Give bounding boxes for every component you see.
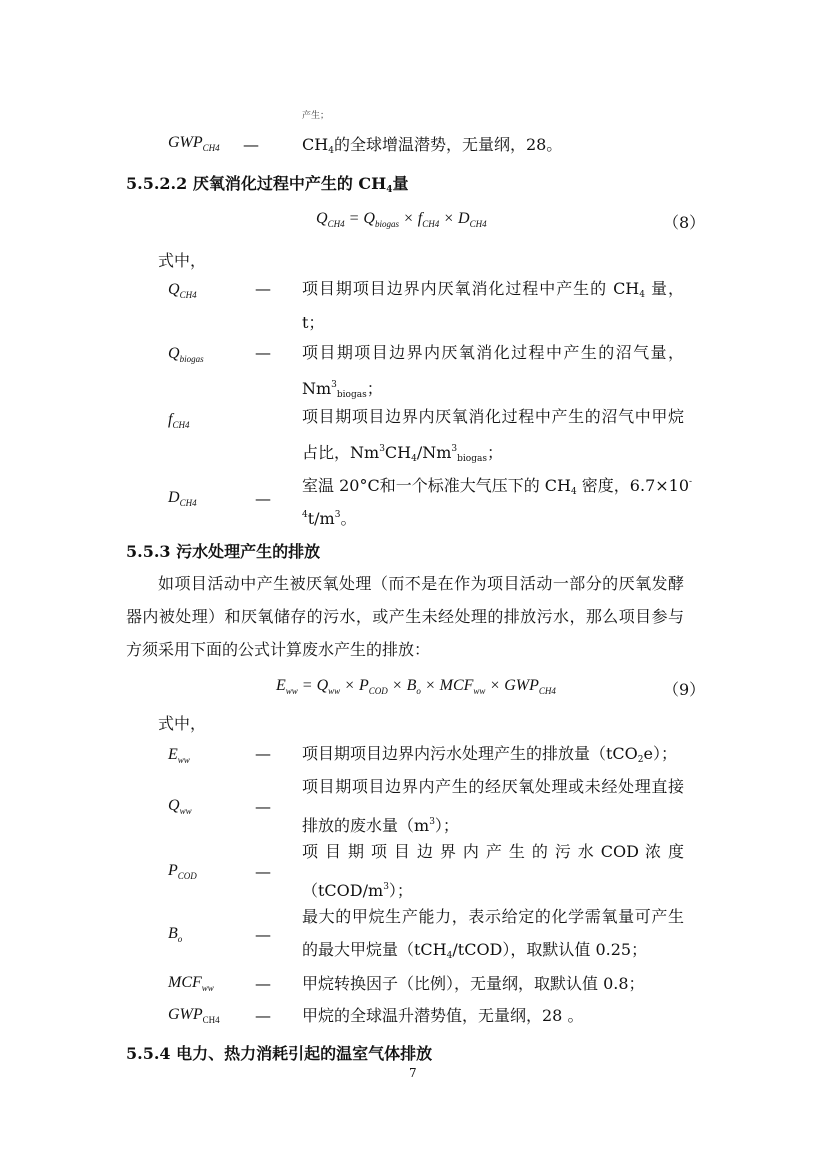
equation-9-number: （9） — [663, 680, 706, 699]
var-q-ch4-desc-1: 项目期项目边界内厌氧消化过程中产生的 $CH_4$ 量， — [302, 279, 684, 300]
var-e-ww-dash: — — [255, 744, 271, 763]
section-553-heading: 5.5.3 污水处理产生的排放 — [126, 542, 321, 561]
var-p-cod-desc-1: 项 目 期 项 目 边 界 内 产 生 的 污 水 COD 浓 度 — [302, 842, 684, 861]
paragraph-line-2: 器内被处理）和厌氧储存的污水，或产生未经处理的排放污水，那么项目参与 — [126, 607, 684, 626]
var-d-ch4-desc-2: $^4t/m^3$。 — [302, 509, 357, 528]
var-e-ww-symbol: $E_{ww}$ — [168, 746, 190, 765]
var-q-ch4-symbol: $Q_{CH4}$ — [168, 281, 197, 300]
paragraph-line-1: 如项目活动中产生被厌氧处理（而不是在作为项目活动一部分的厌氧发酵 — [158, 574, 684, 593]
equation-8-number: （8） — [663, 213, 706, 232]
var-b-o-dash: — — [255, 925, 271, 944]
where-label-9: 式中， — [158, 714, 207, 733]
var-q-ww-dash: — — [255, 797, 271, 816]
var-q-biogas-symbol: $Q_{biogas}$ — [168, 345, 204, 364]
var-gwp-ch4-desc: 甲烷的全球温升潜势值，无量纲，28 。 — [302, 1006, 584, 1025]
section-554-heading: 5.5.4 电力、热力消耗引起的温室气体排放 — [126, 1044, 433, 1063]
var-q-ww-symbol: $Q_{ww}$ — [168, 797, 192, 816]
var-gwp-ch4-dash: — — [255, 1006, 271, 1025]
var-mcf-ww-dash: — — [255, 974, 271, 993]
var-gwp-ch4-symbol: $GWP_{CH4}$ — [168, 1006, 220, 1025]
var-d-ch4-desc-1: 室温 20°C和一个标准大气压下的 $CH_4$ 密度，6.7×10- — [302, 476, 693, 497]
var-f-ch4-symbol: $f_{CH4}$ — [168, 411, 190, 430]
var-q-biogas-desc-2: $Nm^3_{biogas}$； — [302, 379, 383, 400]
var-f-ch4-desc-1: 项目期项目边界内厌氧消化过程中产生的沼气中甲烷 — [302, 407, 684, 426]
var-mcf-ww-desc: 甲烷转换因子（比例），无量纲，取默认值 0.8； — [302, 974, 645, 993]
var-d-ch4-symbol: $D_{CH4}$ — [168, 489, 197, 508]
var-p-cod-desc-2: $(tCOD/m^3)$； — [302, 881, 413, 900]
var-d-ch4-dash: — — [255, 489, 271, 508]
var-e-ww-desc: 项目期项目边界内污水处理产生的排放量（tCO$_2$e）； — [302, 744, 678, 765]
equation-8: $Q_{CH4} = Q_{biogas} \times f_{CH4} \times D_{CH4}$ — [316, 210, 487, 229]
var-q-ww-desc-1: 项目期项目边界内产生的经厌氧处理或未经处理直接 — [302, 777, 684, 796]
gwp-symbol: $GWP_{CH4}$ — [168, 134, 220, 153]
var-q-biogas-dash: — — [255, 343, 271, 362]
continued-text-fragment: 产生； — [302, 111, 330, 121]
var-b-o-desc-1: 最大的甲烷生产能力，表示给定的化学需氧量可产生 — [302, 907, 684, 926]
var-b-o-desc-2: 的最大甲烷量（tCH$_4$/tCOD），取默认值 0.25； — [302, 940, 648, 961]
var-p-cod-symbol: $P_{COD}$ — [168, 862, 197, 881]
gwp-dash: — — [243, 135, 259, 154]
paragraph-line-3: 方须采用下面的公式计算废水产生的排放： — [126, 640, 431, 659]
var-f-ch4-desc-2: 占比，$Nm^3CH_4/Nm^3_{biogas}$； — [302, 443, 503, 464]
gwp-description: $CH_4$的全球增温潜势，无量纲，28。 — [302, 135, 563, 156]
var-b-o-symbol: $B_o$ — [168, 925, 183, 944]
var-q-ww-desc-2: 排放的废水量$(m^3)$； — [302, 816, 459, 835]
var-q-biogas-desc-1: 项目期项目边界内厌氧消化过程中产生的沼气量， — [302, 343, 684, 362]
var-p-cod-dash: — — [255, 862, 271, 881]
var-q-ch4-desc-2: t； — [302, 313, 325, 332]
var-mcf-ww-symbol: $MCF_{ww}$ — [168, 974, 214, 993]
var-q-ch4-dash: — — [255, 279, 271, 298]
page-number: 7 — [409, 1066, 417, 1080]
where-label-8: 式中， — [158, 251, 207, 270]
section-5522-heading: 5.5.2.2 厌氧消化过程中产生的 $CH_4$量 — [126, 174, 409, 195]
equation-9: $E_{ww} = Q_{ww} \times P_{COD} \times B_o \times MCF_{ww} \times GWP_{CH4}$ — [276, 677, 556, 696]
